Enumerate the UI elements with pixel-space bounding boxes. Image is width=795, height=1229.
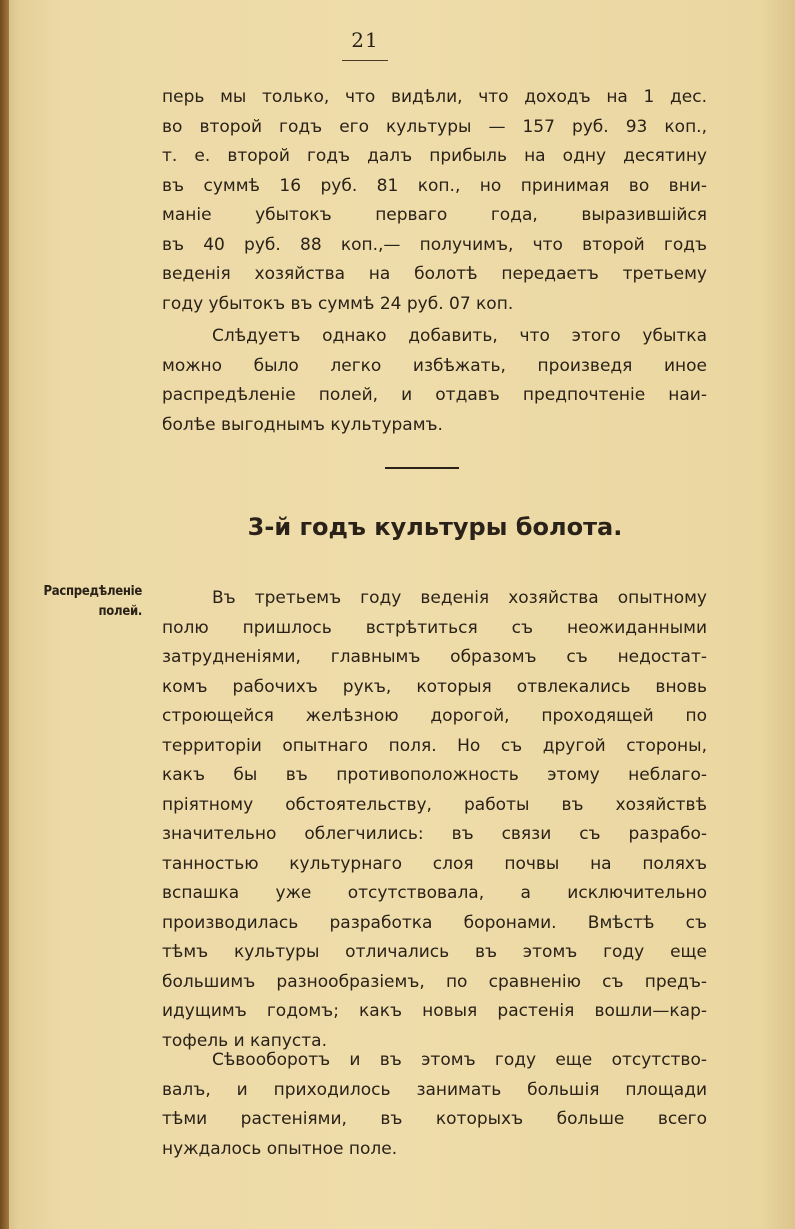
text-line: тѣми растеніями, въ которыхъ больше всего [162, 1109, 707, 1129]
text-line: распредѣленіе полей, и отдавъ предпочтеніе наи- [162, 385, 707, 405]
text-line: вспашка уже отсутствовала, а исключительно [162, 883, 707, 903]
text-line: веденія хозяйства на болотѣ передаетъ третьему [162, 264, 707, 284]
text-line: т. е. второй годъ далъ прибыль на одну десятину [162, 146, 707, 166]
text-line: Слѣдуетъ однако добавить, что этого убытка [212, 326, 707, 346]
text-line: въ 40 руб. 88 коп.,— получимъ, что второй годъ [162, 234, 707, 255]
text-line: можно было легко избѣжать, произведя иное [162, 355, 707, 376]
text-line: затрудненіями, главнымъ образомъ съ недостат- [162, 647, 707, 667]
text-line: полю пришлось встрѣтиться съ неожиданными [162, 617, 707, 638]
text-line: тѣмъ культуры отличались въ этомъ году еще [162, 942, 707, 962]
text-line: пріятному обстоятельству, работы въ хозяйствѣ [162, 794, 707, 815]
margin-note-line: полей. [98, 604, 142, 619]
text-line: территоріи опытнаго поля. Но съ другой стороны, [162, 735, 707, 756]
margin-note-line: Распредѣленіе [43, 584, 142, 599]
text-line: во второй годъ его культуры — 157 руб. 93 коп., [162, 116, 707, 137]
page-number: 21 [351, 28, 379, 52]
text-line: идущимъ годомъ; какъ новыя растенія вошли—кар- [162, 1001, 707, 1021]
text-line: валъ, и приходилось занимать большія площади [162, 1079, 707, 1100]
text-line: Сѣвооборотъ и въ этомъ году еще отсутство- [212, 1050, 707, 1070]
text-line: комъ рабочихъ рукъ, которыя отвлекались вновь [162, 676, 707, 697]
text-line: большимъ разнообразіемъ, по сравненію съ предъ- [162, 971, 707, 992]
text-line: въ суммѣ 16 руб. 81 коп., но принимая во вни- [162, 175, 707, 196]
section-heading: 3-й годъ культуры болота. [247, 513, 623, 541]
text-line: болѣе выгоднымъ культурамъ. [162, 414, 443, 435]
text-line: производилась разработка боронами. Вмѣстѣ съ [162, 912, 707, 933]
text-line: значительно облегчились: въ связи съ разрабо- [162, 824, 707, 844]
text-line: Въ третьемъ году веденія хозяйства опытному [212, 588, 707, 608]
text-line: тофель и капуста. [162, 1030, 327, 1051]
text-line: перь мы только, что видѣли, что доходъ на 1 дес. [162, 87, 707, 107]
section-divider [385, 467, 459, 469]
margin-note [4, 582, 142, 622]
text-line: какъ бы въ противоположность этому неблаго- [162, 765, 707, 785]
text-line: маніе убытокъ перваго года, выразившійся [162, 205, 707, 225]
paragraph-continuation [162, 83, 707, 319]
paragraph-loss-note [162, 322, 707, 440]
page-number-underline [342, 60, 388, 61]
text-line: году убытокъ въ суммѣ 24 руб. 07 коп. [162, 293, 514, 314]
paragraph-crop-rotation [162, 1046, 707, 1164]
text-line: танностью культурнаго слоя почвы на поляхъ [162, 853, 707, 874]
paragraph-third-year [162, 584, 707, 1056]
text-line: нуждалось опытное поле. [162, 1138, 398, 1159]
text-line: строющейся желѣзною дорогой, проходящей по [162, 706, 707, 726]
